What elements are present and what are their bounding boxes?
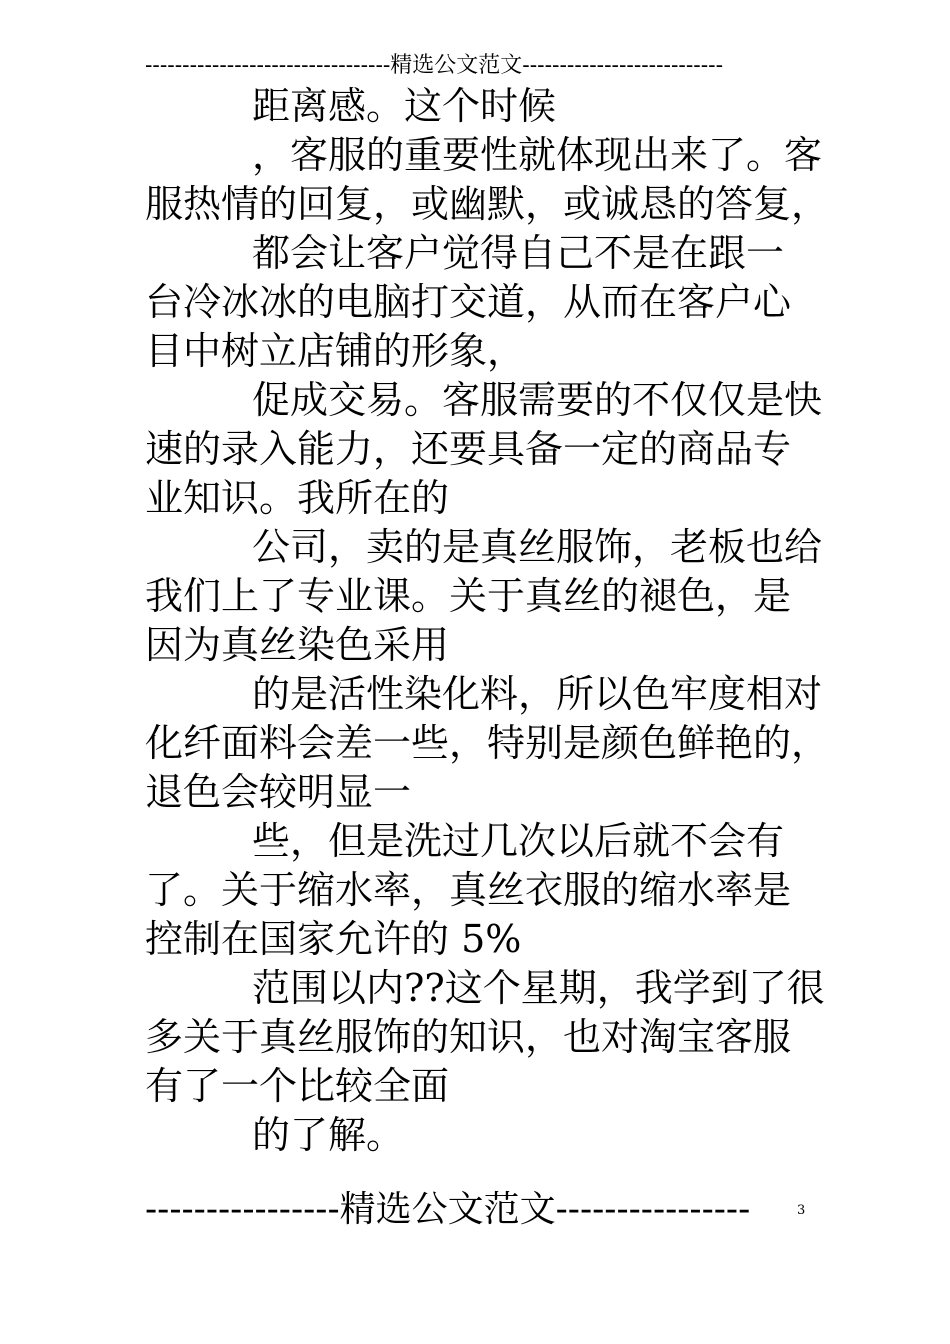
body-line: ，客服的重要性就体现出来了。客 bbox=[252, 133, 823, 177]
body-line: 都会让客户觉得自己不是在跟一 bbox=[252, 231, 785, 275]
page-header: ---------------------------------精选公文范文--------------------------- bbox=[145, 53, 724, 78]
body-line: 些，但是洗过几次以后就不会有 bbox=[252, 819, 785, 863]
body-line: 的了解。 bbox=[252, 1113, 405, 1157]
body-line: 有了一个比较全面 bbox=[145, 1064, 450, 1108]
page-number: 3 bbox=[797, 1203, 806, 1218]
body-line: 业知识。我所在的 bbox=[145, 476, 450, 520]
body-line: 服热情的回复，或幽默，或诚恳的答复， bbox=[145, 182, 830, 226]
body-line: 速的录入能力，还要具备一定的商品专 bbox=[145, 427, 792, 471]
body-line: 化纤面料会差一些，特别是颜色鲜艳的， bbox=[145, 721, 830, 765]
body-line: 了。关于缩水率，真丝衣服的缩水率是 bbox=[145, 868, 792, 912]
body-line: 多关于真丝服饰的知识，也对淘宝客服 bbox=[145, 1015, 792, 1059]
body-line: 距离感。这个时候 bbox=[252, 84, 557, 128]
body-line: 我们上了专业课。关于真丝的褪色，是 bbox=[145, 574, 792, 618]
body-line: 控制在国家允许的 5% bbox=[145, 917, 522, 961]
document-body bbox=[145, 82, 830, 1160]
body-line: 退色会较明显一 bbox=[145, 770, 412, 814]
body-line: 促成交易。客服需要的不仅仅是快 bbox=[252, 378, 823, 422]
body-line: 因为真丝染色采用 bbox=[145, 623, 450, 667]
body-line: 范围以内??这个星期，我学到了很 bbox=[252, 966, 825, 1010]
body-line: 台冷冰冰的电脑打交道，从而在客户心 bbox=[145, 280, 792, 324]
body-line: 公司，卖的是真丝服饰，老板也给 bbox=[252, 525, 823, 569]
body-line: 的是活性染化料，所以色牢度相对 bbox=[252, 672, 823, 716]
page-footer: ----------------精选公文范文---------------- bbox=[145, 1189, 751, 1230]
body-line: 目中树立店铺的形象， bbox=[145, 329, 526, 373]
